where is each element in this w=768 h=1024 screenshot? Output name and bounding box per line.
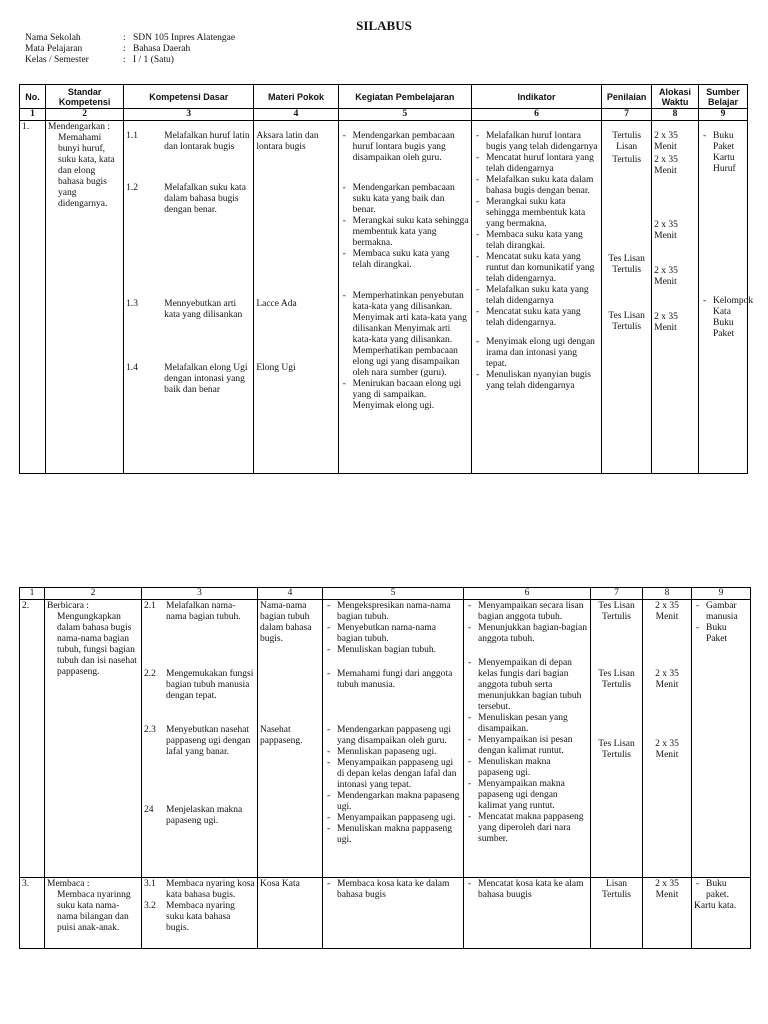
materi-item: Elong Ugi: [256, 363, 296, 373]
kd-item: [126, 131, 251, 183]
meta-row: [25, 44, 235, 55]
penilaian: [602, 121, 652, 474]
materi-item: Nama-nama bagian tubuh dalam bahasa bugis.: [260, 601, 312, 644]
kd-item: [126, 183, 251, 299]
list-item: - Menyampaikan pappaseng ugi.: [325, 813, 461, 824]
materi-pokok: [254, 121, 338, 474]
list-item: - Menuliskan nyanyian bugis yang telah didengarnya: [474, 370, 599, 392]
alokasi-item: Menit: [654, 277, 677, 287]
indikator: [471, 121, 601, 474]
list-item: - Membaca suku kata yang telah dirangkai.: [341, 249, 469, 291]
row-no: 1.: [20, 121, 46, 474]
meta-separator: :: [123, 44, 126, 54]
indikator: [464, 600, 591, 878]
list-item: - Menuliskan makna pappaseng ugi.: [325, 824, 461, 846]
alokasi-item: 2 x 35: [654, 266, 678, 276]
list-item: - Melafalkan suku kata yang telah didengarnya: [474, 285, 599, 307]
alokasi-item: Menit: [655, 750, 679, 760]
list-item: - Menyampaikan makna papaseng ugi dengan kalimat yang runtut.: [466, 779, 588, 812]
col-num: 4: [258, 588, 323, 600]
header-materi-pokok: Materi Pokok: [254, 85, 338, 109]
col-num: 6: [471, 109, 601, 121]
kegiatan-pembelajaran: [338, 121, 471, 474]
list-item: - Mencatat suku kata yang runtut dan komunikatif yang telah didengarnya.: [474, 252, 599, 285]
alokasi-item: 2 x 35: [654, 220, 678, 230]
col-num: 3: [124, 109, 254, 121]
kd-item: [126, 299, 251, 363]
standar-kompetensi: [45, 878, 142, 949]
kd-number: 1.3: [126, 299, 139, 309]
kd-text: Mennyebutkan arti kata yang dilisankan: [164, 299, 243, 320]
row-no: 2.: [20, 600, 45, 878]
alokasi-item: 2 x 35: [655, 601, 679, 611]
header-penilaian: Penilaian: [602, 85, 652, 109]
kd-text: Membaca nyaring kosa kata bahasa bugis.: [166, 879, 255, 900]
penilaian: [591, 600, 643, 878]
list-item: - Mencatat huruf lontara yang telah didengarnya: [474, 153, 599, 175]
kd-number: 3.2: [144, 901, 156, 911]
list-item: - Membaca suku kata yang telah dirangkai.: [474, 230, 599, 252]
sk-body: Mengungkapkan dalam bahasa bugis nama-nama bagian tubuh, fungsi bagian tubuh dan isi nasehat pappaseng.: [57, 612, 137, 677]
standar-kompetensi: [45, 600, 142, 878]
kd-item: [144, 725, 255, 805]
sk-body: Memahami bunyi huruf, suku kata, kata dan elong bahasa bugis yang didengarnya.: [58, 133, 115, 209]
alokasi-item: Menit: [654, 323, 677, 333]
alokasi-item: 2 x 35: [654, 155, 678, 165]
meta-value: SDN 105 Inpres Alatengae: [133, 33, 236, 43]
col-num: 5: [323, 588, 464, 600]
header-indikator: Indikator: [471, 85, 601, 109]
list-item: - Kartu kata.: [694, 901, 748, 912]
list-item: - Mencatat kosa kata ke alam bahasa buugis: [466, 879, 588, 901]
penilaian-item: Tertulis: [602, 750, 631, 760]
col-num: 4: [254, 109, 338, 121]
meta-value: I / 1 (Satu): [133, 55, 174, 65]
col-num: 7: [602, 109, 652, 121]
penilaian-item: Tes Lisan: [598, 669, 635, 679]
kd-item: [144, 879, 255, 901]
list-item: - Kelompok Kata Buku Paket: [701, 296, 745, 340]
alokasi-item: Menit: [655, 612, 679, 622]
page-title: SILABUS: [356, 18, 412, 33]
kd-text: Melafalkan elong Ugi dengan intonasi yang baik dan benar: [164, 363, 248, 395]
penilaian-item: Lisan: [616, 142, 638, 152]
list-item: - Menuliskan papaseng ugi.: [325, 747, 461, 758]
sk-title: Mendengarkan :: [48, 122, 111, 132]
row-no: 3.: [20, 878, 45, 949]
materi-pokok: Kosa Kata: [258, 878, 323, 949]
penilaian-item: Tertulis: [612, 131, 642, 141]
list-item: - Menuliskan pesan yang disampaikan.: [466, 713, 588, 735]
kd-text: Melafalkan nama-nama bagian tubuh.: [166, 601, 241, 622]
kompetensi-dasar: [142, 878, 258, 949]
kd-text: Melafalkan suku kata dalam bahasa bugis dengan benar.: [164, 183, 246, 215]
kd-text: Menjelaskan makna papaseng ugi.: [166, 805, 243, 826]
column-number-row: [20, 109, 748, 121]
list-item: - Melafalkan huruf lontara bugis yang telah didengarnya: [474, 131, 599, 153]
sk-title: Membaca :: [47, 879, 90, 889]
col-num: 9: [692, 588, 751, 600]
header-sumber: Sumber Belajar: [698, 85, 747, 109]
kd-item: [144, 669, 255, 725]
alokasi-waktu: [643, 878, 692, 949]
header-standar-kompetensi: Standar Kompetensi: [46, 85, 124, 109]
kd-text: Menyebutkan nasehat pappaseng ugi dengan lafal yang banar.: [166, 725, 251, 757]
list-item: - Merangkai suku kata sehingga membentuk kata yang bermakna.: [341, 216, 469, 249]
penilaian-item: Tertulis: [612, 155, 642, 165]
penilaian-item: Tertulis: [612, 265, 642, 275]
list-item: - Mengekspresikan nama-nama bagian tubuh.: [325, 601, 461, 623]
table-row: [20, 600, 751, 878]
header-row: [20, 85, 748, 109]
list-item: - Menyebutkan nama-nama bagian tubuh.: [325, 623, 461, 645]
indikator: [464, 878, 591, 949]
list-item: - Melafalkan suku kata dalam bahasa bugis dengan benar.: [474, 175, 599, 197]
column-number-row: [20, 588, 751, 600]
kd-number: 2.2: [144, 669, 156, 679]
list-item: - Gambar manusia: [694, 601, 748, 623]
list-item: - Merangkai suku kata sehingga membentuk kata yang bermakna.: [474, 197, 599, 230]
penilaian-item: Lisan: [605, 879, 628, 889]
list-item: - Menyempaikan di depan kelas fungis dari bagian anggota tubuh serta menunjukkan bagian tubuh tersebut.: [466, 658, 588, 713]
header-kegiatan: Kegiatan Pembelajaran: [338, 85, 471, 109]
kd-number: 3.1: [144, 879, 156, 889]
meta-separator: :: [123, 55, 126, 65]
alokasi-item: 2 x 35: [654, 312, 678, 322]
penilaian-item: Tertulis: [602, 890, 631, 900]
list-item: - Menyampaikan isi pesan dengan kalimat runtut.: [466, 735, 588, 757]
kd-number: 2.1: [144, 601, 156, 611]
kd-number: 2.3: [144, 725, 156, 735]
alokasi-item: 2 x 35: [655, 879, 679, 889]
list-item: - Mendengarkan pembacaan suku kata yang baik dan benar.: [341, 183, 469, 216]
col-num: 2: [46, 109, 124, 121]
kd-item: [126, 363, 251, 396]
table-row: [20, 121, 748, 474]
col-num: 3: [142, 588, 258, 600]
kd-text: Melafalkan huruf latin dan lontarak bugis: [164, 131, 250, 152]
list-item: - Mendengarkan pembacaan huruf lontara bugis yang disampaikan oleh guru.: [341, 131, 469, 183]
syllabus-table-page-2: [19, 587, 751, 949]
meta-label: Kelas / Semester: [25, 55, 89, 65]
meta-label: Mata Pelajaran: [25, 44, 83, 54]
list-item: - Mendengarkan pappaseng ugi yang disampaikan oleh guru.: [325, 725, 461, 747]
alokasi-waktu: [652, 121, 699, 474]
kd-number: 1.4: [126, 363, 139, 373]
alokasi-waktu: [643, 600, 692, 878]
materi-item: Aksara latin dan lontara bugis: [256, 131, 319, 152]
list-item: - Mendengarkan makna papaseng ugi.: [325, 791, 461, 813]
list-item: - Buku Paket: [694, 623, 748, 645]
header-alokasi: Alokasi Waktu: [652, 85, 699, 109]
kd-text: Mengemukakan fungsi bagian tubuh manusia dengan tepat.: [166, 669, 254, 701]
col-num: 8: [652, 109, 699, 121]
list-item: - Memahami fungi dari anggota tubuh manusia.: [325, 669, 461, 725]
meta-row: [25, 33, 235, 44]
penilaian-item: Tes Lisan: [598, 601, 635, 611]
list-item: - Mencatat makna pappaseng yang diperoleh dari nara sumber.: [466, 812, 588, 845]
penilaian-item: Tes Lisan: [608, 311, 645, 321]
header-no: No.: [20, 85, 46, 109]
penilaian-item: Tertulis: [602, 680, 631, 690]
syllabus-table-page-1: [19, 84, 754, 474]
list-item: - Menunjukkan bagian-bagian anggota tubuh.: [466, 623, 588, 658]
kd-number: 1.2: [126, 183, 139, 193]
kd-item: [144, 901, 255, 934]
list-item: - Menyampaikan secara lisan bagian anggota tubuh.: [466, 601, 588, 623]
kompetensi-dasar: [142, 600, 258, 878]
list-item: - Mencatat suku kata yang telah didengarnya.: [474, 307, 599, 337]
penilaian-item: Tes Lisan: [598, 739, 635, 749]
col-num: 8: [643, 588, 692, 600]
sk-body: Membaca nyarinng suku kata nama-nama bilangan dan puisi anak-anak.: [57, 890, 131, 933]
alokasi-item: 2 x 35: [655, 739, 679, 749]
col-num: 7: [591, 588, 643, 600]
table-row: [20, 878, 751, 949]
materi-pokok: [258, 600, 323, 878]
penilaian-item: Tertulis: [612, 322, 642, 332]
alokasi-item: 2 x 35: [655, 669, 679, 679]
alokasi-item: Menit: [654, 142, 677, 152]
alokasi-item: Menit: [655, 680, 679, 690]
penilaian-item: Tertulis: [602, 612, 631, 622]
col-num: 6: [464, 588, 591, 600]
col-num: 1: [20, 588, 45, 600]
list-item: - Menyimak elong ugi dengan irama dan intonasi yang tepat.: [474, 337, 599, 370]
list-item: - Buku paket.: [694, 879, 748, 901]
standar-kompetensi: [46, 121, 124, 474]
meta-separator: :: [123, 33, 126, 43]
list-item: - Menyampaikan pappaseng ugi di depan kelas dengan lafal dan intonasi yang tepat.: [325, 758, 461, 791]
list-item: - Menuliskan makna papaseng ugi.: [466, 757, 588, 779]
kompetensi-dasar: [124, 121, 254, 474]
col-num: 1: [20, 109, 46, 121]
sumber-belajar: [698, 121, 754, 474]
alokasi-item: Menit: [654, 166, 677, 176]
materi-item: Lacce Ada: [256, 299, 297, 309]
penilaian-item: Tes Lisan: [608, 254, 645, 264]
sumber-belajar: [692, 600, 751, 878]
meta-row: [25, 55, 235, 66]
alokasi-item: Menit: [654, 231, 677, 241]
col-num: 5: [338, 109, 471, 121]
kd-item: [144, 601, 255, 669]
col-num: 9: [698, 109, 747, 121]
kd-text: Membaca nyaring suku kata bahasa bugis.: [166, 901, 235, 933]
list-item: - Menuliskan bagian tubuh.: [325, 645, 461, 669]
alokasi-item: 2 x 35: [654, 131, 678, 141]
col-num: 2: [45, 588, 142, 600]
sumber-belajar: [692, 878, 751, 949]
school-meta: [25, 33, 235, 66]
materi-item: Nasehat pappaseng.: [260, 725, 303, 746]
header-kompetensi-dasar: Kompetensi Dasar: [124, 85, 254, 109]
meta-label: Nama Sekolah: [25, 33, 81, 43]
kegiatan-pembelajaran: [323, 600, 464, 878]
kegiatan-pembelajaran: [323, 878, 464, 949]
list-item: - Buku Paket Kartu Huruf: [701, 131, 745, 296]
kd-number: 24: [144, 805, 154, 815]
penilaian: [591, 878, 643, 949]
kd-item: [144, 805, 255, 827]
kd-number: 1.1: [126, 131, 139, 141]
sk-title: Berbicara :: [47, 601, 89, 611]
meta-value: Bahasa Daerah: [133, 44, 191, 54]
list-item: - Menirukan bacaan elong ugi yang di sampaikan. Menyimak elong ugi.: [341, 379, 469, 412]
list-item: - Memperhatinkan penyebutan kata-kata yang dilisankan. Menyimak arti kata-kata yang dilisankan Menyimak arti kata-kata yang dilisankan. Memperhatikan pembacaan elong ugi yang disampaikan oleh nara sumber (guru).: [341, 291, 469, 379]
alokasi-item: Menit: [655, 890, 679, 900]
list-item: - Membaca kosa kata ke dalam bahasa bugis: [325, 879, 461, 901]
